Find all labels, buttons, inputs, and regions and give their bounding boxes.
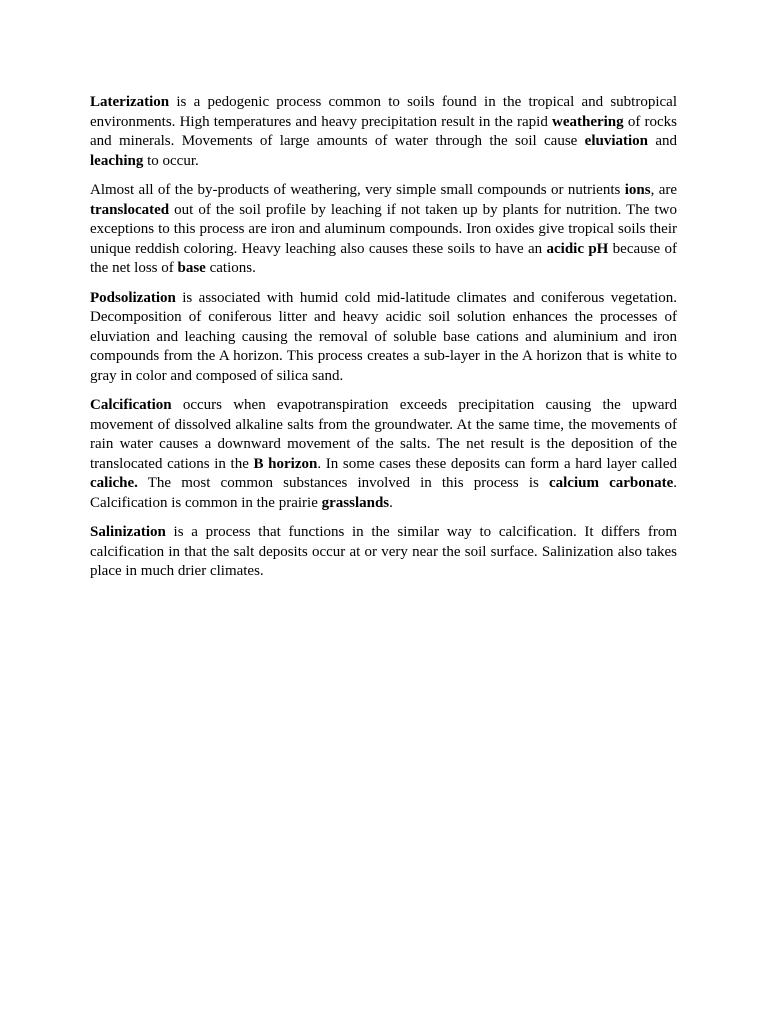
term-acidic-ph: acidic pH [546,240,609,257]
document-page [90,93,677,592]
term-base: base [177,260,206,276]
term-calcium-carbonate: calcium carbonate [548,475,674,491]
paragraph-text: and [648,133,677,149]
paragraph-text: The most common substances involved in this process is [137,475,549,491]
paragraph-text: Almost all of the by-products of weathering, very simple small compounds or nutrients [90,182,625,198]
term-calcification: Calcification [90,397,172,413]
term-laterization: Laterization [90,94,170,110]
paragraph-text: occurs when evapotranspiration exceeds precipitation causing the upward movement of dissolved alkaline salts from the groundwater. At the same time, the movements of rain water causes a downward movement of the salts. The net result is the deposition of the translocated cations in the [90,397,677,472]
paragraph-podsolization [90,289,677,387]
paragraph-salinization [90,523,677,582]
paragraph-text: out of the soil profile by leaching if not taken up by plants for nutrition. The two exceptions to this process are iron and aluminum compounds. Iron oxides give tropical soils their unique reddish coloring. Heavy leaching also causes these soils to have an [90,201,677,257]
paragraph-text: of rocks and minerals. Movements of large amounts of water through the soil cause [90,113,677,149]
paragraph-text: . Calcification is common in the prairie [90,475,677,511]
term-weathering: weathering [552,113,624,130]
paragraph-text: is a process that functions in the similar way to calcification. It differs from calcification in that the salt deposits occur at or very near the soil surface. Salinization also takes place in much drier climates. [90,524,677,579]
paragraph-text: is associated with humid cold mid-latitude climates and coniferous vegetation. Decomposition of coniferous litter and heavy acidic soil solution enhances the processes of eluviation and leaching causing the removal of soluble base cations and aluminium and iron compounds from the A horizon. This process creates a sub-layer in the A horizon that is white to gray in color and composed of silica sand. [90,289,677,384]
paragraph-laterization [90,93,677,171]
paragraph-text: , are [650,182,677,198]
term-leaching: leaching [90,152,144,169]
term-b-horizon: B horizon [253,455,318,472]
paragraph-text: . [389,494,393,511]
term-salinization: Salinization [90,524,166,540]
term-caliche: caliche. [90,475,138,491]
term-podsolization: Podsolization [90,289,176,306]
term-grasslands: grasslands [321,494,390,511]
paragraph-byproducts [90,181,677,279]
term-eluviation: eluviation [584,133,648,149]
term-ions: ions [624,182,651,198]
paragraph-text: because of the net loss of [90,240,677,276]
paragraph-text: is a pedogenic process common to soils found in the tropical and subtropical environments. High temperatures and heavy precipitation result in the rapid [90,94,677,130]
paragraph-calcification [90,396,677,513]
term-translocated: translocated [90,201,170,218]
paragraph-text: cations. [205,260,256,276]
paragraph-text: . In some cases these deposits can form a hard layer called [317,455,677,472]
paragraph-text: to occur. [143,152,199,169]
